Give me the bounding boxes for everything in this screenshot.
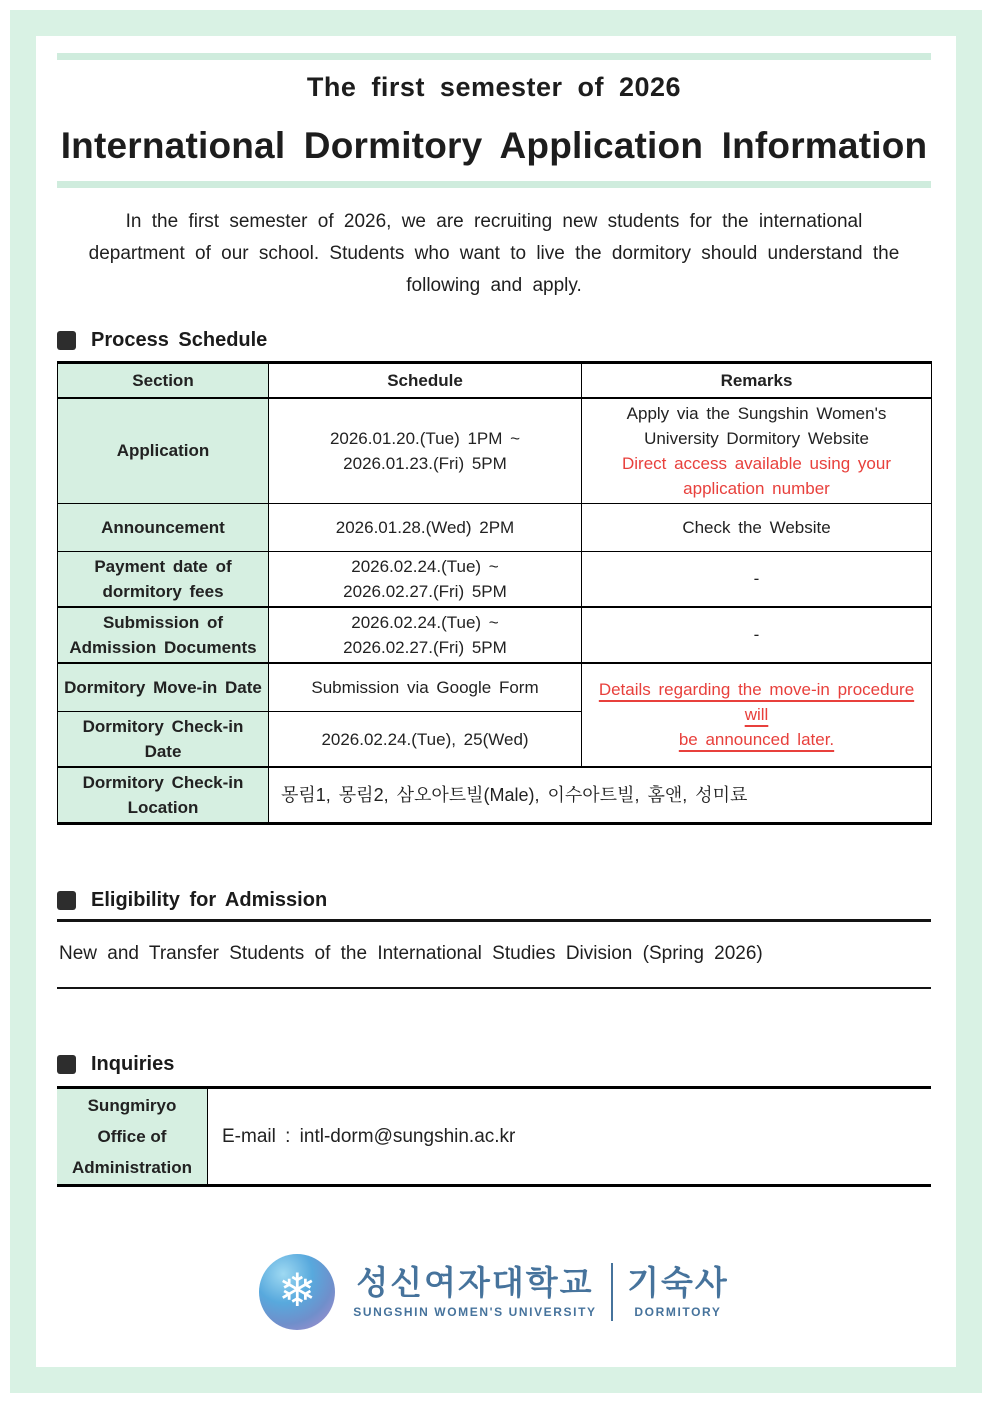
office-line: Administration — [72, 1158, 192, 1177]
university-name-korean: 성신여자대학교 — [356, 1263, 594, 1301]
table-row-check-in-location — [58, 767, 932, 824]
column-header-remarks: Remarks — [582, 363, 932, 398]
process-schedule-heading-label: Process Schedule — [91, 329, 268, 351]
dormitory-name-korean: 기숙사 — [627, 1263, 729, 1301]
intro-line: department of our school. Students who want to live the dormitory should understand the — [88, 243, 900, 264]
inquiries-table — [57, 1086, 931, 1187]
section-line: Payment date of — [94, 556, 232, 576]
schedule-line: 2026.01.23.(Fri) 5PM — [343, 453, 507, 473]
table-row-payment — [58, 551, 932, 607]
intro-line: following and apply. — [406, 275, 582, 296]
section-cell: Application — [58, 398, 269, 504]
schedule-cell: 2026.02.24.(Tue), 25(Wed) — [269, 712, 582, 768]
university-name-english: SUNGSHIN WOMEN'S UNIVERSITY — [353, 1305, 597, 1320]
intro-paragraph — [57, 206, 931, 302]
remarks-red-line: Direct access available using your — [621, 453, 891, 473]
top-accent-bar — [57, 53, 931, 60]
column-header-schedule: Schedule — [269, 363, 582, 398]
document-title: International Dormitory Application Information — [60, 125, 928, 166]
section-line: Dormitory Check-in — [82, 773, 244, 792]
snowflake-icon: ❄ — [277, 1264, 317, 1316]
email-cell: E-mail : intl-dorm@sungshin.ac.kr — [222, 1125, 516, 1147]
schedule-cell — [269, 607, 582, 663]
sungshin-globe-logo-icon — [259, 1254, 335, 1330]
divider-line — [57, 987, 931, 989]
schedule-line: 2026.02.27.(Fri) 5PM — [343, 581, 507, 601]
remarks-red-line: Details regarding the move-in procedure will — [598, 680, 915, 725]
section-cell — [58, 551, 269, 607]
schedule-cell — [269, 551, 582, 607]
logo-text-block — [353, 1263, 729, 1321]
logo-dormitory-column — [627, 1265, 729, 1319]
schedule-line: 2026.02.24.(Tue) ~ — [351, 612, 499, 632]
remarks-red-line: be announced later. — [678, 730, 835, 750]
schedule-cell: 2026.01.28.(Wed) 2PM — [269, 503, 582, 551]
process-schedule-table — [57, 361, 932, 825]
dormitory-name-english: DORMITORY — [634, 1305, 722, 1320]
square-bullet-icon — [57, 891, 76, 910]
eligibility-heading — [57, 889, 931, 912]
schedule-line: 2026.01.20.(Tue) 1PM ~ — [329, 428, 521, 448]
inquiries-heading-label: Inquiries — [91, 1053, 175, 1075]
eligibility-heading-label: Eligibility for Admission — [91, 889, 328, 911]
remarks-line: Apply via the Sungshin Women's — [626, 403, 887, 423]
table-row-application — [58, 398, 932, 504]
table-row-move-in-date — [58, 663, 932, 712]
eligibility-text: New and Transfer Students of the International Studies Division (Spring 2026) — [59, 943, 763, 964]
section-line: dormitory fees — [102, 581, 224, 601]
section-cell: Dormitory Check-in Date — [58, 712, 269, 768]
square-bullet-icon — [57, 331, 76, 350]
section-cell — [58, 607, 269, 663]
section-cell — [58, 767, 269, 824]
section-line: Submission of — [102, 612, 224, 632]
university-logo — [57, 1254, 931, 1330]
schedule-cell: Submission via Google Form — [269, 663, 582, 712]
remarks-cell — [582, 398, 932, 504]
square-bullet-icon — [57, 1055, 76, 1074]
schedule-cell — [269, 398, 582, 504]
remarks-merged-cell — [582, 663, 932, 768]
table-header-row — [58, 363, 932, 398]
schedule-line: 2026.02.27.(Fri) 5PM — [343, 637, 507, 657]
section-cell: Announcement — [58, 503, 269, 551]
remarks-cell: - — [582, 551, 932, 607]
remarks-cell: Check the Website — [582, 503, 932, 551]
remarks-line: University Dormitory Website — [644, 428, 869, 448]
document-subtitle: The first semester of 2026 — [306, 72, 682, 102]
location-value-cell: 몽림1, 몽림2, 삼오아트빌(Male), 이수아트빌, 홈앤, 성미료 — [269, 767, 932, 824]
document-body — [57, 36, 931, 1320]
title-accent-bar — [57, 181, 931, 188]
section-line: Location — [127, 798, 199, 817]
remarks-cell: - — [582, 607, 932, 663]
remarks-red-line: application number — [683, 478, 830, 498]
table-row-submission — [58, 607, 932, 663]
section-cell: Dormitory Move-in Date — [58, 663, 269, 712]
office-name-cell — [57, 1088, 208, 1186]
office-line: Office of — [97, 1127, 167, 1146]
logo-university-column — [353, 1265, 596, 1319]
inquiries-heading — [57, 1053, 931, 1076]
logo-divider — [611, 1263, 614, 1321]
process-schedule-heading — [57, 329, 931, 352]
intro-line: In the first semester of 2026, we are recruiting new students for the international — [125, 211, 863, 232]
section-line: Admission Documents — [69, 637, 257, 657]
office-line: Sungmiryo — [87, 1096, 177, 1115]
table-row-announcement — [58, 503, 932, 551]
inquiries-row — [57, 1088, 931, 1186]
schedule-line: 2026.02.24.(Tue) ~ — [351, 556, 499, 576]
column-header-section: Section — [58, 363, 269, 398]
